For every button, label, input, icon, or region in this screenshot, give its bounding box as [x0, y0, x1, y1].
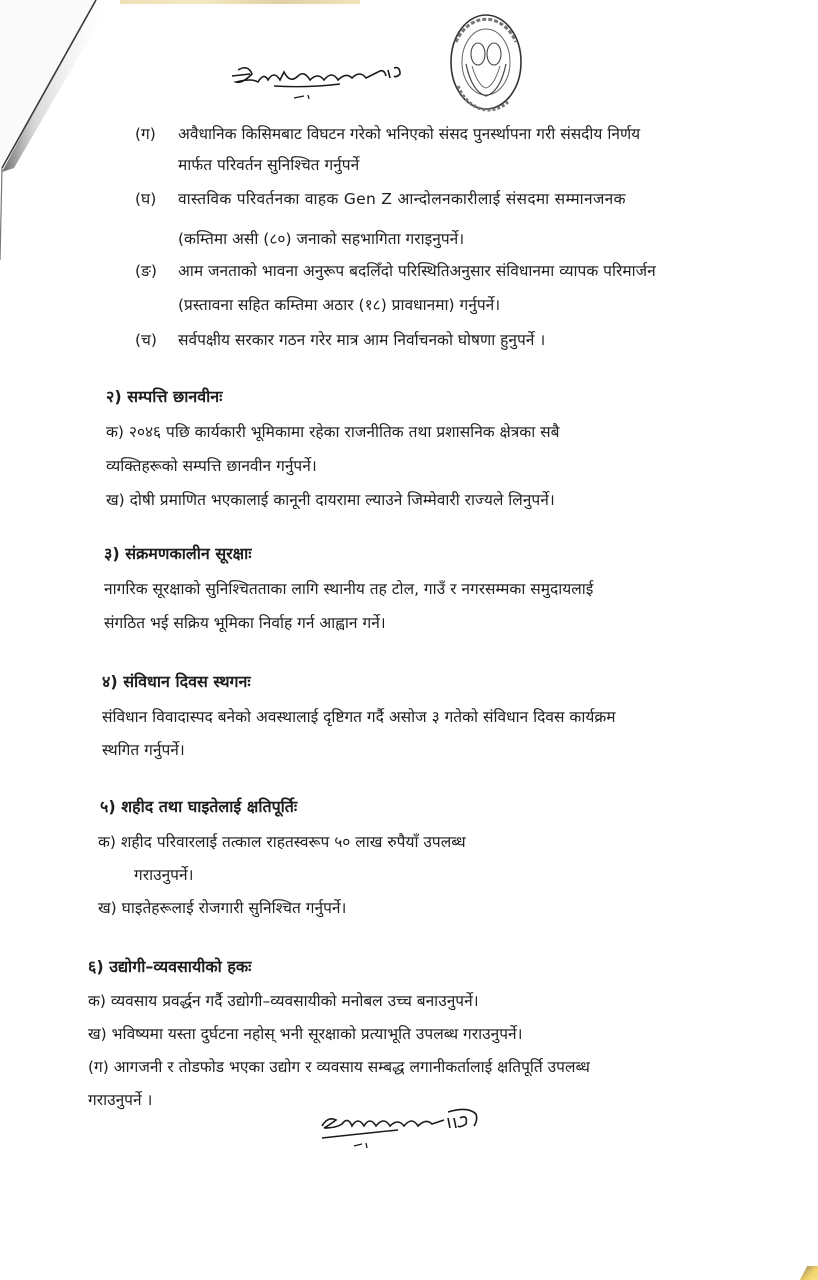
item-marker: (च)	[135, 331, 157, 349]
section-heading: २) सम्पत्ति छानवीनः	[106, 387, 223, 406]
section-line: क) शहीद परिवारलाई तत्काल राहतस्वरूप ५० लाख रुपैयाँ उपलब्ध	[98, 833, 466, 851]
section-line: गराउनुपर्ने।	[134, 866, 194, 884]
item-line: (प्रस्तावना सहित कम्तिमा अठार (१८) प्रावधानमा) गर्नुपर्ने।	[178, 296, 501, 314]
item-marker: (ग)	[135, 125, 156, 143]
section-heading: ४) संविधान दिवस स्थगनः	[102, 672, 251, 691]
section-line: व्यक्तिहरूको सम्पत्ति छानवीन गर्नुपर्ने।	[106, 457, 317, 475]
section-line: गराउनुपर्ने ।	[88, 1091, 153, 1109]
paper-corner	[800, 1266, 818, 1280]
item-line: अवैधानिक किसिमबाट विघटन गरेको भनिएको संसद पुनर्स्थापना गरी संसदीय निर्णय	[178, 125, 641, 143]
section-line: संविधान विवादास्पद बनेको अवस्थालाई दृष्टिगत गर्दै असोज ३ गतेको संविधान दिवस कार्यक्रम	[102, 708, 616, 726]
section-heading: ५) शहीद तथा घाइतेलाई क्षतिपूर्तिः	[100, 797, 298, 816]
signature-bottom	[318, 1108, 493, 1158]
item-line: आम जनताको भावना अनुरूप बदलिँदो परिस्थितिअनुसार संविधानमा व्यापक परिमार्जन	[178, 262, 656, 280]
section-line: ख) दोषी प्रमाणित भएकालाई कानूनी दायरामा ल्याउने जिम्मेवारी राज्यले लिनुपर्ने।	[106, 491, 555, 509]
section-line: ख) घाइतेहरूलाई रोजगारी सुनिश्चित गर्नुपर्ने।	[98, 899, 347, 917]
item-line: मार्फत परिवर्तन सुनिश्चित गर्नुपर्ने	[178, 156, 360, 174]
item-marker: (ङ)	[135, 262, 157, 280]
section-heading: ३) संक्रमणकालीन सूरक्षाः	[104, 544, 252, 563]
section-line: संगठित भई सक्रिय भूमिका निर्वाह गर्न आह्वान गर्ने।	[104, 614, 386, 632]
signature-top	[228, 62, 428, 112]
section-line: (ग) आगजनी र तोडफोड भएका उद्योग र व्यवसाय सम्बद्ध लगानीकर्तालाई क्षतिपूर्ति उपलब्ध	[88, 1058, 590, 1076]
paper-edge-strip	[120, 0, 360, 4]
section-line: नागरिक सूरक्षाको सुनिश्चितताका लागि स्थानीय तह टोल, गाउँ र नगरसम्मका समुदायलाई	[104, 580, 594, 598]
item-marker: (घ)	[135, 190, 157, 208]
section-line: क) २०४६ पछि कार्यकारी भूमिकामा रहेका राजनीतिक तथा प्रशासनिक क्षेत्रका सबै	[106, 423, 560, 441]
item-line: सर्वपक्षीय सरकार गठन गरेर मात्र आम निर्वाचनको घोषणा हुनुपर्ने ।	[178, 331, 546, 349]
section-line: स्थगित गर्नुपर्ने।	[102, 741, 185, 759]
section-line: क) व्यवसाय प्रवर्द्धन गर्दै उद्योगी–व्यवसायीको मनोबल उच्च बनाउनुपर्ने।	[88, 992, 479, 1010]
item-line: (कम्तिमा असी (८०) जनाको सहभागिता गराइनुपर्ने।	[178, 230, 465, 248]
organization-stamp	[448, 12, 524, 112]
section-line: ख) भविष्यमा यस्ता दुर्घटना नहोस् भनी सूरक्षाको प्रत्याभूति उपलब्ध गराउनुपर्ने।	[88, 1025, 523, 1043]
item-line: वास्तविक परिवर्तनका वाहक Gen Z आन्दोलनकारीलाई संसदमा सम्मानजनक	[178, 190, 626, 208]
section-heading: ६) उद्योगी–व्यवसायीको हकः	[88, 957, 252, 976]
